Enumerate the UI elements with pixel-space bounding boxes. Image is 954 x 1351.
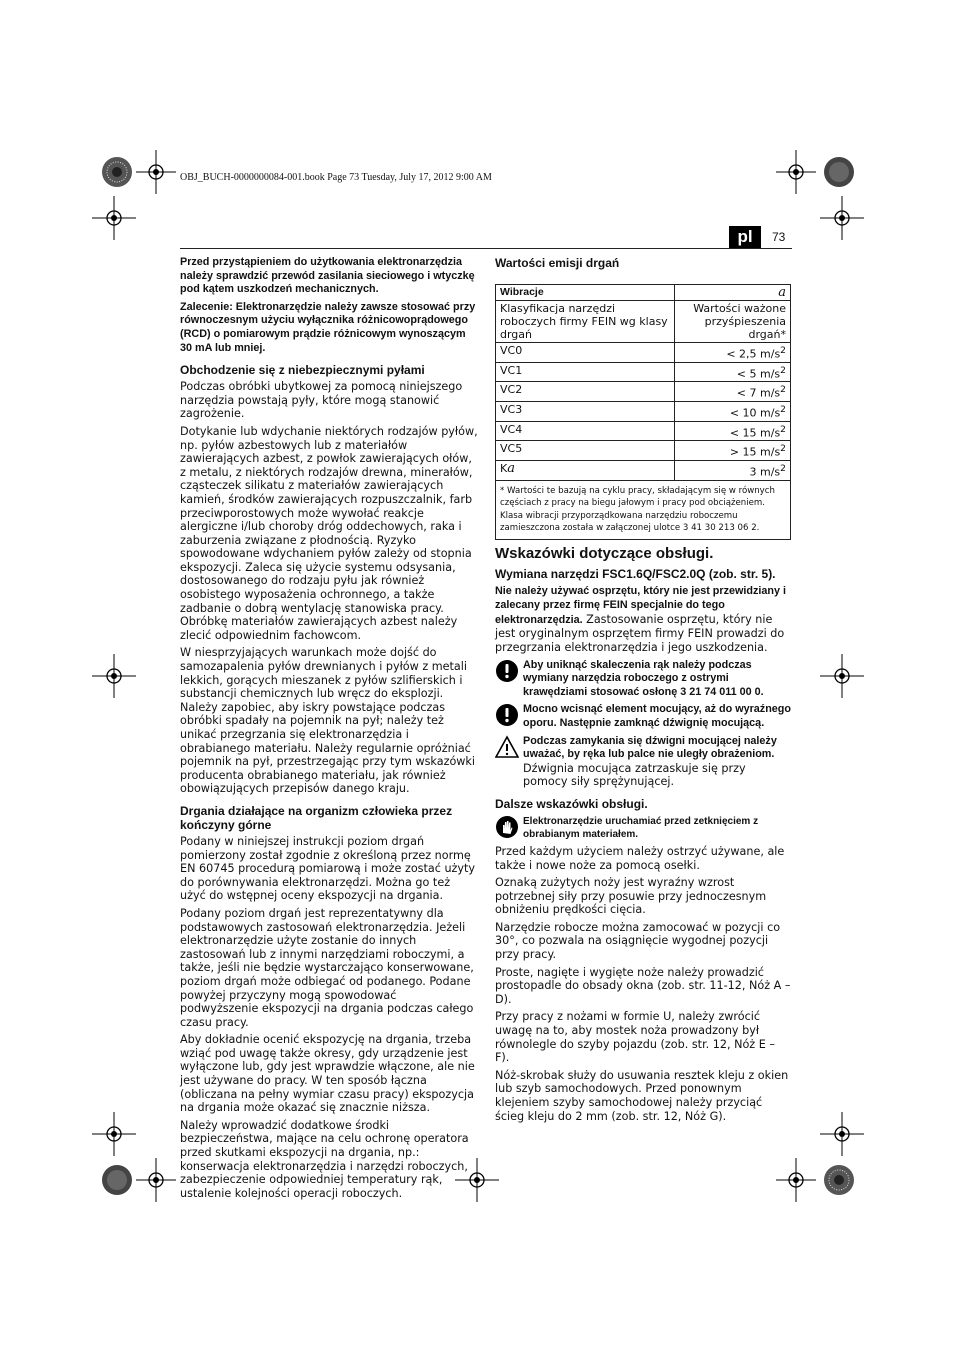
emission-heading: Wartości emisji drgań bbox=[495, 256, 620, 270]
vibration-paragraph-3: Aby dokładnie ocenić ekspozycję na drgania, trzeba wziąć pod uwagę także okresy, gdy urządzenie jest wyłączone lub, gdy jest wprawdzie włączone, ale nie jest używane do pracy. W ten sposób łączna (obliczana na pełny wymiar czasu pracy) ekspozycja na drgania może okazać się znacznie niższa. bbox=[180, 1033, 475, 1115]
superscript: 2 bbox=[780, 345, 786, 356]
table-cell-value: Wartości ważone przyśpieszenia drgań* bbox=[675, 301, 791, 343]
superscript: 2 bbox=[780, 462, 786, 474]
exclamation-icon bbox=[495, 703, 519, 727]
table-cell-value: < 7 m/s bbox=[736, 386, 781, 400]
vibration-paragraph-4: Należy wprowadzić dodatkowe środki bezpieczeństwa, mające na celu ochronę operatora przed skutkami ekspozycji na drgania, np.: konserwacja elektronarzędzia i narzędzi roboczych, zabezpieczenie odpowiedniej temperatury rąk, ustalenie kolejności operacji roboczych. bbox=[180, 1118, 469, 1200]
warning-triangle-icon bbox=[495, 735, 519, 759]
table-cell-value: < 15 m/s bbox=[729, 426, 781, 440]
table-cell-label: VC5 bbox=[496, 441, 675, 461]
operation-paragraph-1: Przed każdym użyciem należy ostrzyć używane, ale także i nowe noże za pomocą osełki. bbox=[495, 844, 785, 872]
hand-icon bbox=[495, 815, 519, 839]
warning-block bbox=[495, 735, 792, 789]
table-cell-label: VC0 bbox=[496, 343, 675, 363]
page-number: 73 bbox=[772, 230, 786, 244]
table-cell-value: < 10 m/s bbox=[729, 406, 781, 420]
table-cell-label: VC4 bbox=[496, 421, 675, 441]
crosshair-icon bbox=[92, 654, 136, 698]
table-row bbox=[496, 401, 791, 421]
mains-cable-notice: Przed przystąpieniem do użytkowania elektronarzędzia należy sprawdzić przewód zasilania sieciowego i wtyczkę pod kątem uszkodzeń mechanicznych. bbox=[180, 256, 475, 296]
table-row bbox=[496, 441, 791, 461]
table-row bbox=[496, 343, 791, 363]
table-cell-value: 3 m/s bbox=[749, 465, 781, 479]
table-cell-value: < 5 m/s bbox=[736, 367, 781, 381]
registration-rosette-icon bbox=[100, 155, 134, 189]
superscript: 2 bbox=[780, 384, 786, 396]
vibration-table bbox=[495, 284, 791, 540]
crosshair-icon bbox=[776, 1158, 816, 1202]
warning-block bbox=[495, 659, 792, 700]
superscript: 2 bbox=[780, 403, 786, 415]
table-header-row bbox=[496, 285, 791, 301]
warning-block bbox=[495, 703, 792, 730]
table-row bbox=[496, 301, 791, 343]
left-column bbox=[180, 256, 478, 1204]
vibration-heading: Drgania działające na organizm człowieka przez kończyny górne bbox=[180, 803, 453, 832]
table-header-label: Wibracje bbox=[496, 285, 675, 301]
table-row bbox=[496, 421, 791, 441]
warning-text: Mocno wcisnąć element mocujący, aż do wyraźnego oporu. Następnie zamknąć dźwignię mocującą. bbox=[523, 703, 791, 729]
accessory-warning: Nie należy używać osprzętu, który nie jest przewidziany i zalecany przez firmę FEIN specjalnie do tego elektronarzędzia. bbox=[495, 584, 787, 626]
table-cell-label: VC3 bbox=[496, 401, 675, 421]
dust-paragraph-3: W niesprzyjających warunkach może dojść do samozapalenia pyłów drewnianych i pyłów z metali lekkich, gorących mieszanek z pyłów szlifierskich i substancji chemicznych lub wręcz do eksplozji. Należy zapobiec, aby iskry powstające podczas obróbki spadały na pojemnik na pył; należy też unikać przegrzania się elektronarzędzia i obrabianego materiału. Należy regularnie opróżniać pojemnik na pył, przestrzegając przy tym wskazówki producenta obrabianego materiału, jak również obowiązujących przepisów danego kraju. bbox=[180, 646, 476, 796]
crosshair-icon bbox=[820, 196, 864, 240]
crosshair-icon bbox=[92, 1112, 136, 1156]
operation-paragraph-6: Nóż-skrobak służy do usuwania resztek kleju z okien lub szyb samochodowych. Przed ponownym klejeniem szyby samochodowej należy przyciąć ścieg kleju do 2 mm (zob. str. 12, Nóż G). bbox=[495, 1068, 789, 1123]
accessory-note: Zastosowanie osprzętu, który nie jest oryginalnym osprzętem firmy FEIN prowadzi do przegrzania elektronarzędzia i jego uszkodzenia. bbox=[495, 612, 785, 654]
warning-text: Aby uniknąć skaleczenia rąk należy podczas wymiany narzędzia roboczego z ostrymi krawędziami stosować osłonę 3 21 74 011 00 0. bbox=[523, 658, 764, 698]
crosshair-icon bbox=[776, 150, 816, 194]
table-note-row bbox=[496, 480, 791, 539]
operation-paragraph-4: Proste, nagięte i wygięte noże należy prowadzić prostopadle do obsady okna (zob. str. 11-12, Nóż A – D). bbox=[495, 965, 791, 1006]
right-column bbox=[495, 256, 792, 1127]
warning-block bbox=[495, 815, 792, 841]
table-row bbox=[496, 362, 791, 382]
crosshair-icon bbox=[92, 196, 136, 240]
table-note-1: * Wartości te bazują na cyklu pracy, składającym się w równych częściach z pracy na biegu jałowym i pracy pod obciążeniem. bbox=[500, 485, 775, 509]
language-badge: pl bbox=[729, 226, 761, 248]
acceleration-symbol: a bbox=[778, 285, 786, 300]
vibration-paragraph-2: Podany poziom drgań jest reprezentatywny dla podstawowych zastosowań elektronarzędzia. Jeżeli elektronarzędzie użyte zostanie do innych zastosowań lub z innymi narzędziami roboczymi, a także, jeśli nie będzie wystarczająco konserwowane, poziom drgań może odbiegać od podanego. Podane powyżej przyczyny mogą spowodować podwyższenie ekspozycji na drgania podczas całego czasu pracy. bbox=[180, 906, 474, 1029]
tool-change-heading: Wymiana narzędzi FSC1.6Q/FSC2.0Q (zob. str. 5). bbox=[495, 566, 776, 581]
table-cell-label: VC2 bbox=[496, 382, 675, 402]
table-cell-value: > 15 m/s bbox=[729, 445, 781, 459]
table-row bbox=[496, 460, 791, 480]
operation-paragraph-3: Narzędzie robocze można zamocować w pozycji co 30°, co pozwala na osiągnięcie wygodnej pozycji przy pracy. bbox=[495, 920, 781, 962]
table-cell-value: < 2,5 m/s bbox=[726, 347, 781, 361]
registration-disc-icon bbox=[100, 1163, 134, 1197]
crosshair-icon bbox=[820, 654, 864, 698]
further-operation-heading: Dalsze wskazówki obsługi. bbox=[495, 796, 648, 811]
registration-rosette-icon bbox=[822, 1163, 856, 1197]
dust-paragraph-2: Dotykanie lub wdychanie niektórych rodzajów pyłów, np. pyłów azbestowych lub z materiałów zawierających azbest, z powłok zawierających ołów, z metalu, z niektórych rodzajów drewna, minerałów, cząsteczek silikatu z materiałów zawierających kamień, środków zawierających rozpuszczalnik, farb przeciwporostowych może wywołać reakcje alergiczne i/lub choroby dróg oddechowych, raka i zaburzenia związane z płodnością. Ryzyko spowodowane wdychaniem pyłów zależy od stopnia ekspozycji. Zaleca się użycie systemu odsysania, dostosowanego do rodzaju pyłu jak również osobistego wyposażenia ochronnego, a także zadbanie o dobrą wentylację stanowiska pracy. Obróbkę materiałów zawierających azbest należy zlecić odpowiednim fachowcom. bbox=[180, 424, 478, 642]
operation-paragraph-2: Oznaką zużytych noży jest wyraźny wzrost potrzebnej siły przy posuwie przy jednoczesnym obniżeniu prędkości cięcia. bbox=[495, 876, 767, 917]
dust-paragraph-1: Podczas obróbki ubytkowej za pomocą niniejszego narzędzia powstają pyły, które mogą stanowić zagrożenie. bbox=[180, 380, 463, 421]
crosshair-icon bbox=[136, 150, 176, 194]
table-row bbox=[496, 382, 791, 402]
table-cell-label: VC1 bbox=[496, 362, 675, 382]
table-cell-label: Klasyfikacja narzędzi roboczych firmy FEIN wg klasy drgań bbox=[496, 301, 675, 343]
acceleration-symbol: a bbox=[507, 460, 515, 476]
vibration-paragraph-1: Podany w niniejszej instrukcji poziom drgań pomierzony został zgodnie z określoną przez normę EN 60745 procedurą pomiarową i może zostać użyty do porównywania elektronarzędzi. Można go też użyć do wstępnej oceny ekspozycji na drgania. bbox=[180, 834, 476, 903]
exclamation-icon bbox=[495, 659, 519, 683]
running-head: OBJ_BUCH-0000000084-001.book Page 73 Tuesday, July 17, 2012 9:00 AM bbox=[180, 172, 492, 183]
table-note-2: Klasa wibracji przyporządkowana narzędziu roboczemu zamieszczona została w załączonej ulotce 3 41 30 213 06 2. bbox=[500, 510, 760, 534]
table-cell-label: K bbox=[500, 461, 508, 475]
warning-text: Podczas zamykania się dźwigni mocującej należy uważać, by ręka lub palce nie uległy obrażeniom. bbox=[523, 734, 777, 761]
warning-note: Dźwignia mocująca zatrzaskuje się przy pomocy siły sprężynującej. bbox=[523, 761, 746, 789]
operation-paragraph-5: Przy pracy z nożami w formie U, należy zwrócić uwagę na to, aby mostek noża prowadzony był równolegle do szyby pojazdu (zob. str. 12, Nóż E – F). bbox=[495, 1010, 775, 1065]
superscript: 2 bbox=[780, 423, 786, 435]
crosshair-icon bbox=[136, 1158, 176, 1202]
superscript: 2 bbox=[780, 364, 786, 376]
handling-heading: Wskazówki dotyczące obsługi. bbox=[495, 544, 714, 562]
dust-heading: Obchodzenie się z niebezpiecznymi pyłami bbox=[180, 363, 425, 378]
registration-disc-icon bbox=[822, 155, 856, 189]
warning-text: Elektronarzędzie uruchamiać przed zetknięciem z obrabianym materiałem. bbox=[523, 815, 759, 840]
crosshair-icon bbox=[820, 1112, 864, 1156]
rcd-recommendation: Zalecenie: Elektronarzędzie należy zawsze stosować przy równoczesnym użyciu wyłącznika różnicowoprądowego (RCD) o pomiarowym prądzie różnicowym wynoszącym 30 mA lub mniej. bbox=[180, 300, 476, 354]
superscript: 2 bbox=[780, 443, 786, 455]
header-rule bbox=[180, 248, 792, 249]
